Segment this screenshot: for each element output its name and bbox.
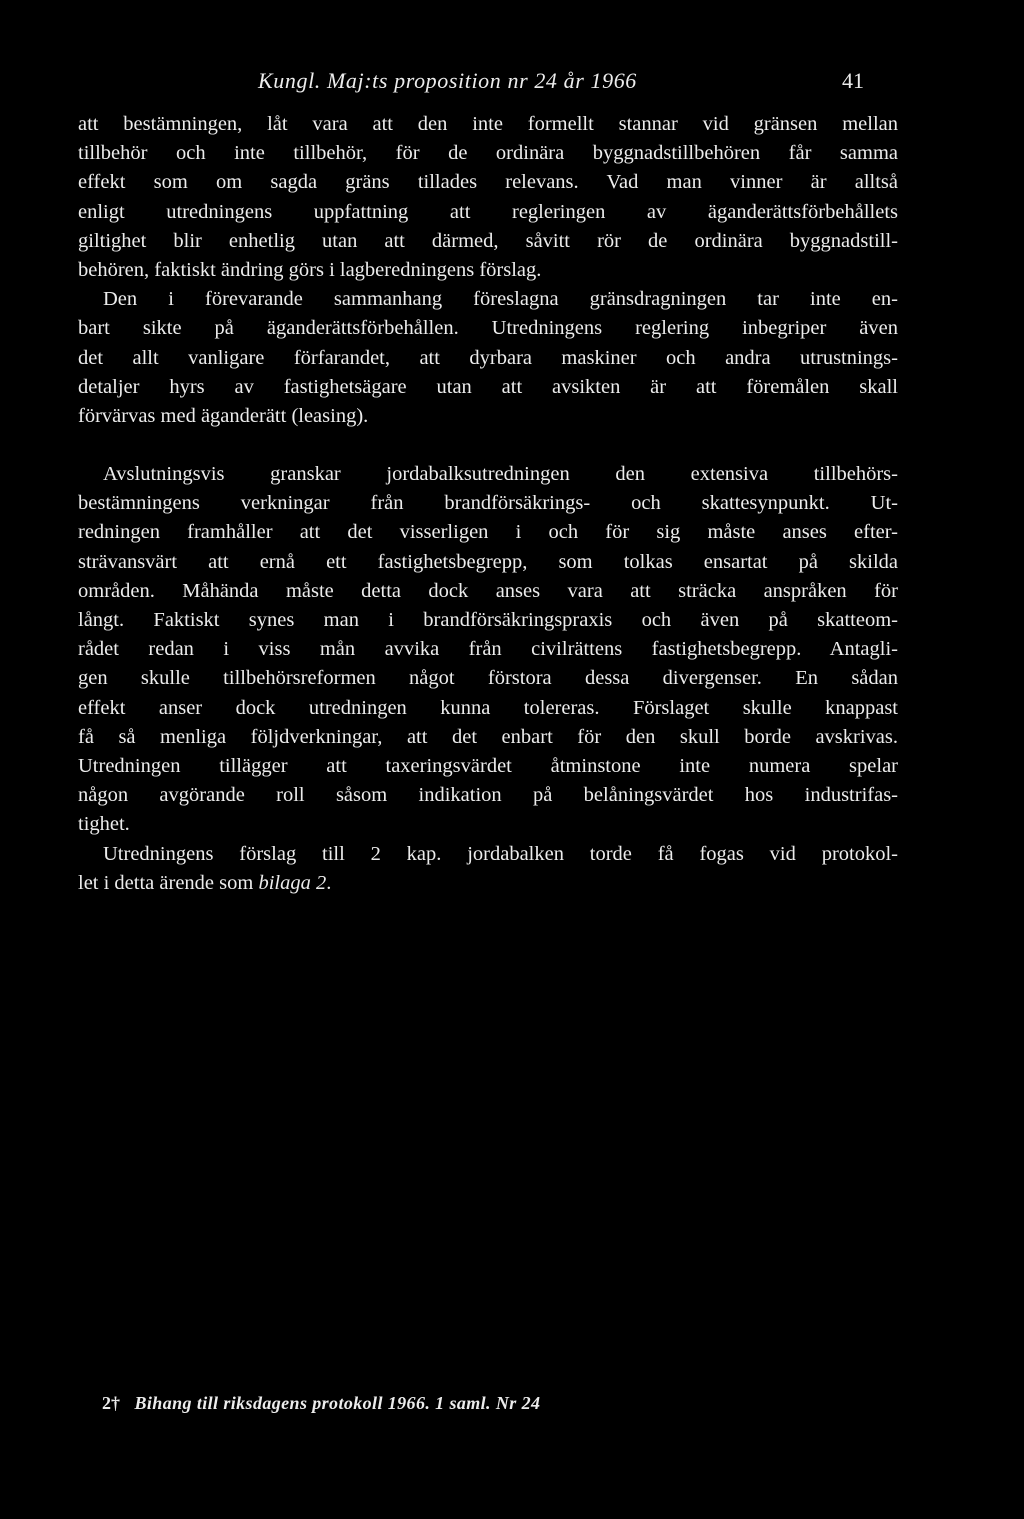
text-line: detaljer hyrs av fastighetsägare utan att avsikten är att föremålen skall [78,375,898,398]
text-line: det allt vanligare förfarandet, att dyrbara maskiner och andra utrustnings- [78,346,898,369]
paragraph-gap [78,431,898,460]
text-line: tillbehör och inte tillbehör, för de ordinära byggnadstillbehören får samma [78,142,898,165]
text-line: områden. Måhända måste detta dock anses vara att sträcka anspråken för [78,579,898,602]
text-line: förvärvas med äganderätt (leasing). [78,404,369,427]
text-fragment: . [326,871,332,894]
text-fragment: let i detta ärende som [78,871,259,894]
text-line: effekt anser dock utredningen kunna tolereras. Förslaget skulle knappast [78,696,898,719]
text-line: Utredningen tillägger att taxeringsvärdet åtminstone inte numera spelar [78,754,898,777]
text-line: effekt som om sagda gräns tillades relevans. Vad man vinner är alltså [78,171,898,194]
paragraph-2 [78,285,898,431]
text-line: bestämningens verkningar från brandförsäkrings- och skattesynpunkt. Ut- [78,492,898,515]
text-line: behören, faktiskt ändring görs i lagberedningens förslag. [78,258,542,281]
text-line: bart sikte på äganderättsförbehållen. Utredningens reglering inbegriper även [78,317,898,340]
text-line: Den i förevarande sammanhang föreslagna gränsdragningen tar inte en- [103,288,898,311]
text-line: rådet redan i viss mån avvika från civilrättens fastighetsbegrepp. Antagli- [78,638,898,661]
text-line: gen skulle tillbehörsreformen något förstora dessa divergenser. En sådan [78,667,898,690]
text-line: någon avgörande roll såsom indikation på belåningsvärdet hos industrifas- [78,784,898,807]
footer-text: Bihang till riksdagens protokoll 1966. 1 saml. Nr 24 [134,1393,541,1413]
text-line: enligt utredningens uppfattning att regleringen av äganderättsförbehållets [78,200,898,223]
text-line: tighet. [78,813,130,836]
page-header [0,68,1024,98]
signature-mark: 2† [102,1393,120,1413]
page-footer [102,1393,540,1414]
text-line: få så menliga följdverkningar, att det enbart för den skull borde avskrivas. [78,725,898,748]
text-line: redningen framhåller att det visserligen i och för sig måste anses efter- [78,521,898,544]
text-line: långt. Faktiskt synes man i brandförsäkringspraxis och även på skatteom- [78,609,898,631]
paragraph-4 [78,840,898,898]
text-line: giltighet blir enhetlig utan att därmed, såvitt rör de ordinära byggnadstill- [78,229,898,252]
text-line: Utredningens förslag till 2 kap. jordabalken torde få fogas vid protokol- [103,842,898,865]
paragraph-3 [78,460,898,839]
text-line: Avslutningsvis granskar jordabalksutredningen den extensiva tillbehörs- [103,463,898,486]
body-text [78,110,898,898]
text-line [78,869,898,898]
bilaga-reference: bilaga 2 [258,871,327,894]
text-line: strävansvärt att ernå ett fastighetsbegrepp, som tolkas ensartat på skilda [78,550,898,573]
running-title: Kungl. Maj:ts proposition nr 24 år 1966 [258,68,637,93]
page-number: 41 [842,68,864,93]
text-line: att bestämningen, låt vara att den inte formellt stannar vid gränsen mellan [78,113,898,135]
paragraph-1 [78,110,898,285]
